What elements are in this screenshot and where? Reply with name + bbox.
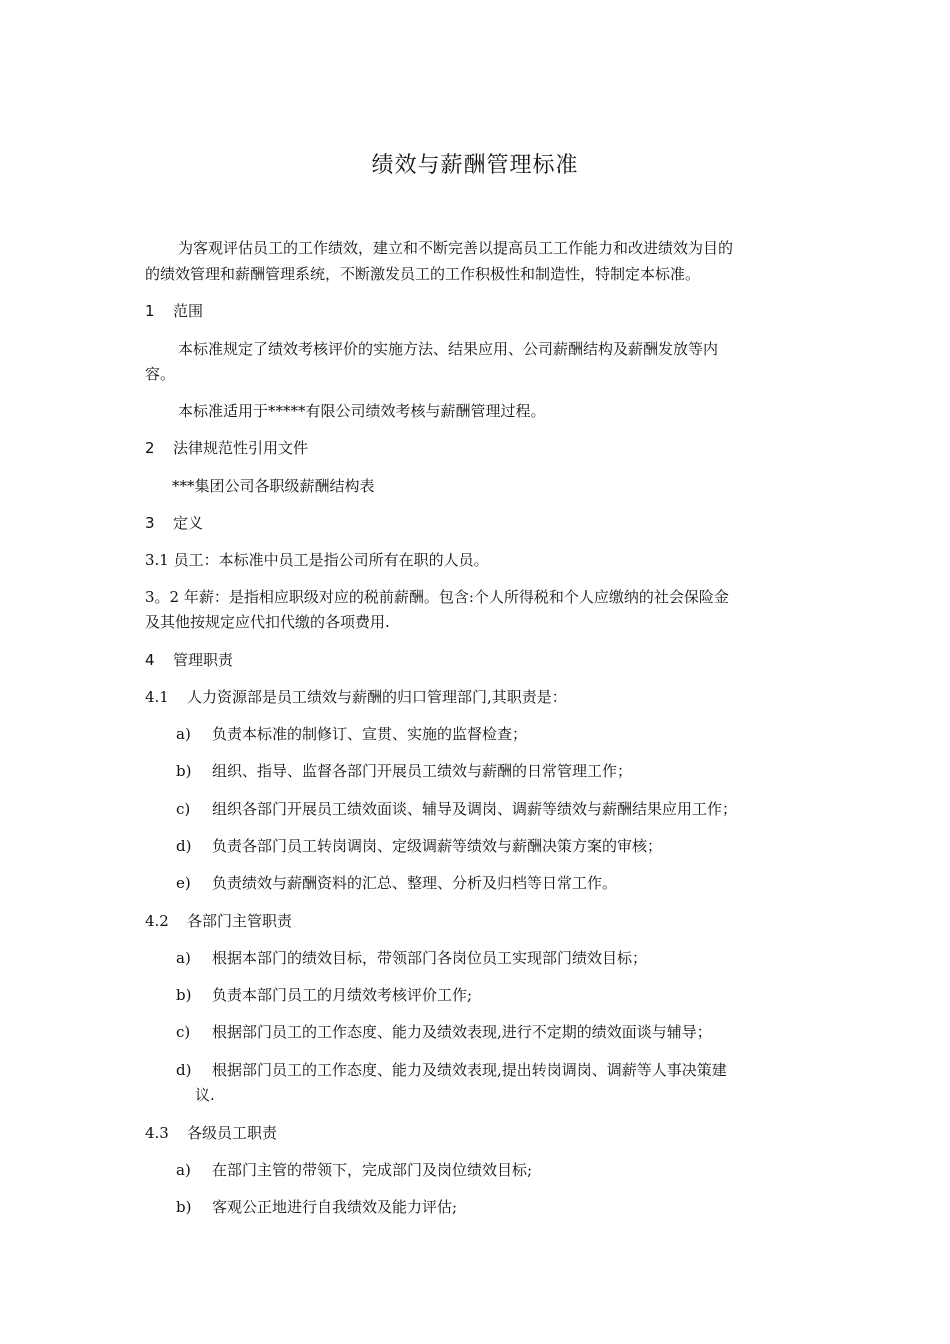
subsection-title: 各部门主管职责 bbox=[187, 912, 293, 930]
list-text: 负责各部门员工转岗调岗、定级调薪等绩效与薪酬决策方案的审核； bbox=[212, 837, 663, 855]
list-item bbox=[176, 1197, 457, 1217]
list-item bbox=[176, 985, 472, 1005]
list-item bbox=[176, 836, 662, 856]
list-text: 负责本标准的制修订、宣贯、实施的监督检查； bbox=[212, 725, 528, 743]
list-marker: b) bbox=[176, 986, 192, 1004]
list-marker: d) bbox=[176, 1061, 192, 1079]
subsection-number: 4.1 bbox=[145, 688, 169, 706]
scope-para-1-line-1: 本标准规定了绩效考核评价的实施方法、结果应用、公司薪酬结构及薪酬发放等内 bbox=[178, 340, 719, 358]
section-heading-definitions bbox=[145, 513, 203, 533]
section-number: 1 bbox=[145, 302, 155, 320]
list-text: 客观公正地进行自我绩效及能力评估; bbox=[212, 1198, 458, 1216]
scope-para-2: 本标准适用于*****有限公司绩效考核与薪酬管理过程。 bbox=[178, 402, 546, 420]
definition-employee: 3.1 员工：本标准中员工是指公司所有在职的人员。 bbox=[145, 551, 489, 569]
section-title: 管理职责 bbox=[173, 651, 234, 669]
document-title: 绩效与薪酬管理标准 bbox=[371, 153, 579, 178]
section-number: 2 bbox=[145, 439, 155, 457]
subsection-number: 4.2 bbox=[145, 912, 169, 930]
list-text: 根据部门员工的工作态度、能力及绩效表现,进行不定期的绩效面谈与辅导； bbox=[212, 1023, 712, 1041]
list-text: 在部门主管的带领下，完成部门及岗位绩效目标; bbox=[212, 1161, 533, 1179]
intro-line-1: 为客观评估员工的工作绩效，建立和不断完善以提高员工工作能力和改进绩效为目的 bbox=[178, 239, 734, 257]
section-title: 定义 bbox=[173, 514, 204, 532]
section-heading-references bbox=[145, 438, 308, 458]
subsection-hr bbox=[145, 687, 567, 707]
definition-salary-line-1: 3。2 年薪：是指相应职级对应的税前薪酬。包含:个人所得税和个人应缴纳的社会保险金 bbox=[145, 588, 729, 606]
list-marker: a) bbox=[176, 725, 191, 743]
section-title: 法律规范性引用文件 bbox=[173, 439, 309, 457]
subsection-title: 各级员工职责 bbox=[187, 1124, 278, 1142]
list-marker: c) bbox=[176, 1023, 191, 1041]
definition-salary-line-2: 及其他按规定应代扣代缴的各项费用. bbox=[145, 613, 390, 631]
list-item bbox=[176, 1160, 532, 1180]
list-item bbox=[176, 724, 527, 744]
scope-para-1-line-2: 容。 bbox=[145, 365, 176, 383]
list-text: 根据部门员工的工作态度、能力及绩效表现,提出转岗调岗、调薪等人事决策建 bbox=[212, 1061, 727, 1079]
list-marker: d) bbox=[176, 837, 192, 855]
list-marker: a) bbox=[176, 1161, 191, 1179]
subsection-department-heads bbox=[145, 911, 292, 931]
section-number: 4 bbox=[145, 651, 155, 669]
list-item bbox=[176, 948, 647, 968]
subsection-title: 人力资源部是员工绩效与薪酬的归口管理部门,其职责是： bbox=[187, 688, 567, 706]
list-item bbox=[176, 799, 737, 819]
section-title: 范围 bbox=[173, 302, 204, 320]
list-item bbox=[176, 1060, 727, 1080]
section-heading-responsibilities bbox=[145, 650, 233, 670]
list-marker: c) bbox=[176, 800, 191, 818]
list-text: 负责绩效与薪酬资料的汇总、整理、分析及归档等日常工作。 bbox=[212, 874, 618, 892]
list-marker: a) bbox=[176, 949, 191, 967]
list-text: 负责本部门员工的月绩效考核评价工作; bbox=[212, 986, 473, 1004]
list-text: 根据本部门的绩效目标，带领部门各岗位员工实现部门绩效目标； bbox=[212, 949, 648, 967]
list-text: 组织各部门开展员工绩效面谈、辅导及调岗、调薪等绩效与薪酬结果应用工作； bbox=[212, 800, 738, 818]
list-item bbox=[176, 761, 632, 781]
list-item bbox=[176, 873, 617, 893]
list-marker: b) bbox=[176, 762, 192, 780]
list-item-continuation: 议. bbox=[195, 1086, 215, 1104]
section-heading-scope bbox=[145, 301, 203, 321]
list-marker: e) bbox=[176, 874, 191, 892]
subsection-number: 4.3 bbox=[145, 1124, 169, 1142]
list-marker: b) bbox=[176, 1198, 192, 1216]
section-number: 3 bbox=[145, 514, 155, 532]
references-para: ***集团公司各职级薪酬结构表 bbox=[172, 477, 375, 495]
list-item bbox=[176, 1022, 712, 1042]
subsection-employees bbox=[145, 1123, 277, 1143]
intro-line-2: 的绩效管理和薪酬管理系统，不断激发员工的工作积极性和制造性，特制定本标准。 bbox=[145, 265, 701, 283]
list-text: 组织、指导、监督各部门开展员工绩效与薪酬的日常管理工作； bbox=[212, 762, 633, 780]
